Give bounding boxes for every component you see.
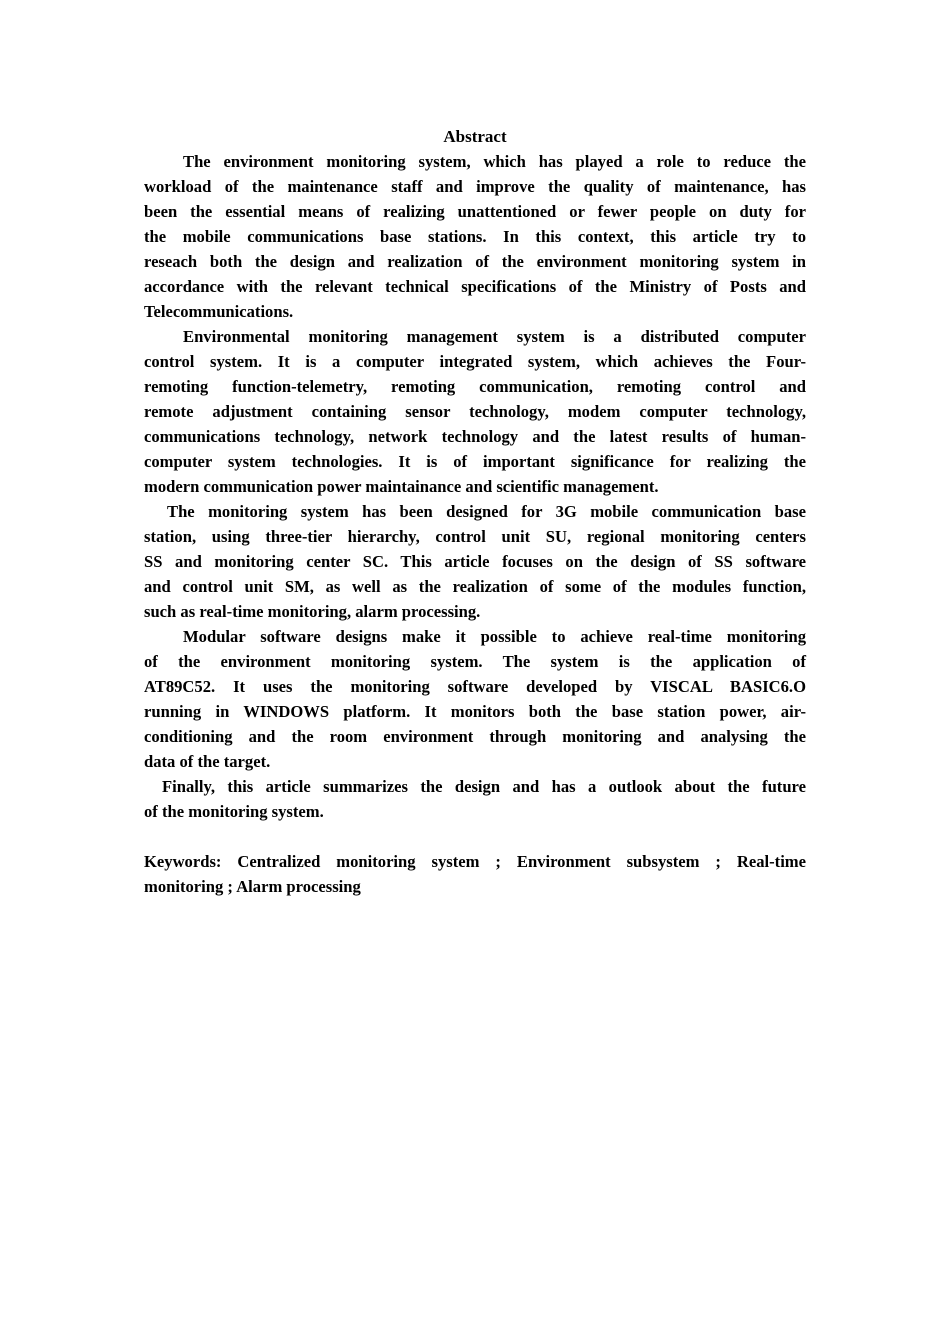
text-line: conditioning and the room environment through monitoring and analysing the [144,727,806,746]
text-line: Finally, this article summarizes the design and has a outlook about the future [162,777,806,796]
text-line: SS and monitoring center SC. This article focuses on the design of SS software [144,552,806,571]
paragraph-2 [144,324,806,499]
spacer [144,824,806,849]
abstract-page [144,124,806,899]
text-line: remoting function-telemetry, remoting communication, remoting control and [144,377,806,396]
paragraph-4 [144,624,806,774]
text-line: communications technology, network technology and the latest results of human- [144,427,806,446]
text-line: and control unit SM, as well as the realization of some of the modules function, [144,577,806,596]
text-line: such as real-time monitoring, alarm processing. [144,602,481,621]
text-line: The monitoring system has been designed for 3G mobile communication base [167,502,806,521]
text-line: computer system technologies. It is of important significance for realizing the [144,452,806,471]
text-line: AT89C52. It uses the monitoring software developed by VISCAL BASIC6.O [144,677,806,696]
paragraph-3 [144,499,806,624]
text-line: the mobile communications base stations. In this context, this article try to [144,227,806,246]
text-line: modern communication power maintainance and scientific management. [144,477,659,496]
text-line: Environmental monitoring management system is a distributed computer [183,327,806,346]
paragraph-1 [144,149,806,324]
keywords-line: Keywords: Centralized monitoring system ; Environment subsystem ; Real-time [144,852,806,871]
keywords-line: monitoring ; Alarm processing [144,877,361,896]
text-line: data of the target. [144,752,271,771]
paragraph-5 [144,774,806,824]
keywords [144,849,806,899]
text-line: control system. It is a computer integrated system, which achieves the Four- [144,352,806,371]
text-line: Telecommunications. [144,302,294,321]
text-line: remote adjustment containing sensor technology, modem computer technology, [144,402,806,421]
text-line: Modular software designs make it possible to achieve real-time monitoring [183,627,806,646]
text-line: of the monitoring system. [144,802,324,821]
text-line: reseach both the design and realization of the environment monitoring system in [144,252,806,271]
abstract-title: Abstract [443,127,507,146]
text-line: The environment monitoring system, which has played a role to reduce the [183,152,806,171]
text-line: running in WINDOWS platform. It monitors both the base station power, air- [144,702,806,721]
text-line: of the environment monitoring system. The system is the application of [144,652,806,671]
text-line: accordance with the relevant technical specifications of the Ministry of Posts and [144,277,806,296]
text-line: station, using three-tier hierarchy, control unit SU, regional monitoring centers [144,527,806,546]
text-line: been the essential means of realizing unattentioned or fewer people on duty for [144,202,806,221]
text-line: workload of the maintenance staff and improve the quality of maintenance, has [144,177,806,196]
